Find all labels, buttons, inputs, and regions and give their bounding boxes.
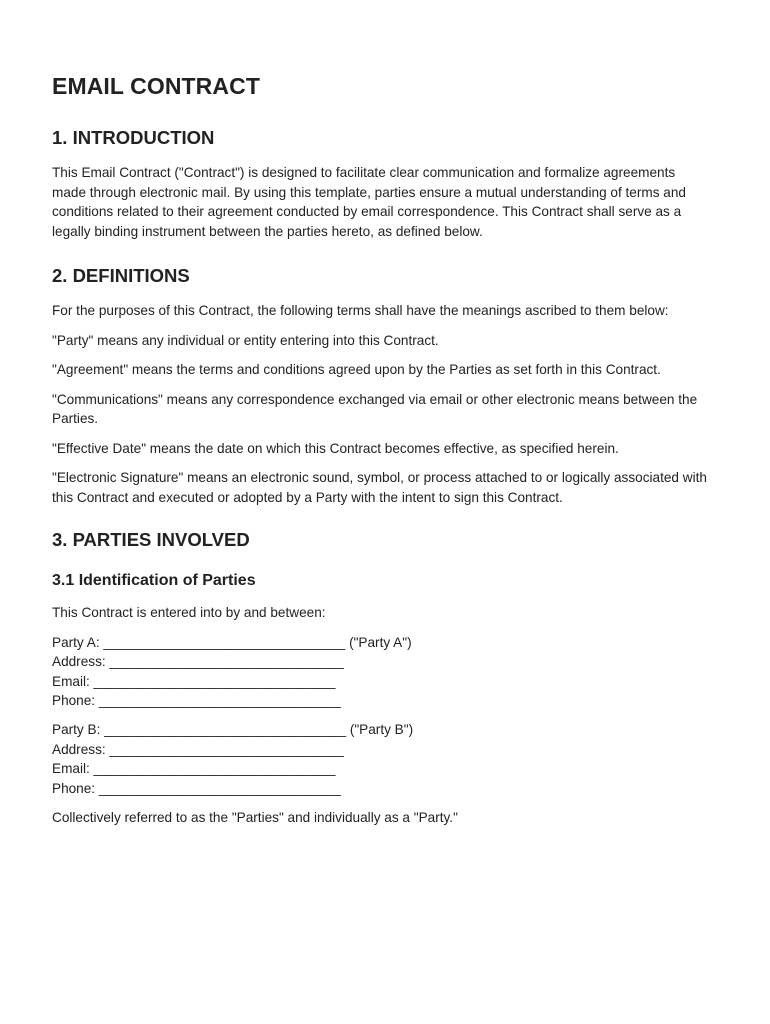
definition-item: "Communications" means any correspondence exchanged via email or other electronic means between the Parties. — [52, 391, 698, 427]
party-b-email-field: Email: ________________________________ — [52, 761, 336, 777]
party-b-block — [52, 720, 710, 798]
party-b-address-field: Address: _______________________________ — [52, 741, 344, 757]
section-parties — [52, 528, 710, 828]
section-definitions — [52, 264, 710, 507]
parties-closing: Collectively referred to as the "Parties" and individually as a "Party." — [52, 810, 458, 826]
party-a-address-field: Address: _______________________________ — [52, 654, 344, 669]
section-heading: 3. PARTIES INVOLVED — [52, 529, 250, 551]
party-a-name-field: Party A: ________________________________ ("Party A") — [52, 634, 412, 650]
party-a-email-field: Email: ________________________________ — [52, 673, 336, 689]
section-heading: 2. DEFINITIONS — [52, 265, 190, 287]
introduction-paragraph: This Email Contract ("Contract") is designed to facilitate clear communication and formalize agreements made through electronic mail. By using this template, parties ensure a mutual understanding of terms and conditions related to their agreement conducted by email correspondence. This Contract shall serve as a legally binding instrument between the parties hereto, as defined below. — [52, 165, 686, 239]
party-a-phone-field: Phone: ________________________________ — [52, 693, 341, 708]
document-title: EMAIL CONTRACT — [52, 73, 260, 99]
definition-item: "Effective Date" means the date on which this Contract becomes effective, as specified herein. — [52, 440, 619, 456]
party-b-phone-field: Phone: ________________________________ — [52, 780, 341, 796]
party-a-block — [52, 633, 710, 711]
definition-item: "Party" means any individual or entity entering into this Contract. — [52, 332, 439, 348]
definitions-intro: For the purposes of this Contract, the following terms shall have the meanings ascribed to them below: — [52, 303, 669, 319]
section-heading: 1. INTRODUCTION — [52, 127, 215, 148]
definition-item: "Agreement" means the terms and conditions agreed upon by the Parties as set forth in this Contract. — [52, 362, 661, 378]
section-introduction — [52, 126, 710, 241]
party-b-name-field: Party B: ________________________________ ("Party B") — [52, 722, 414, 738]
parties-intro: This Contract is entered into by and between: — [52, 605, 326, 621]
subsection-heading: 3.1 Identification of Parties — [52, 572, 256, 590]
definition-item: "Electronic Signature" means an electronic sound, symbol, or process attached to or logically associated with this Contract and executed or adopted by a Party with the intent to sign this Contract. — [52, 469, 707, 505]
